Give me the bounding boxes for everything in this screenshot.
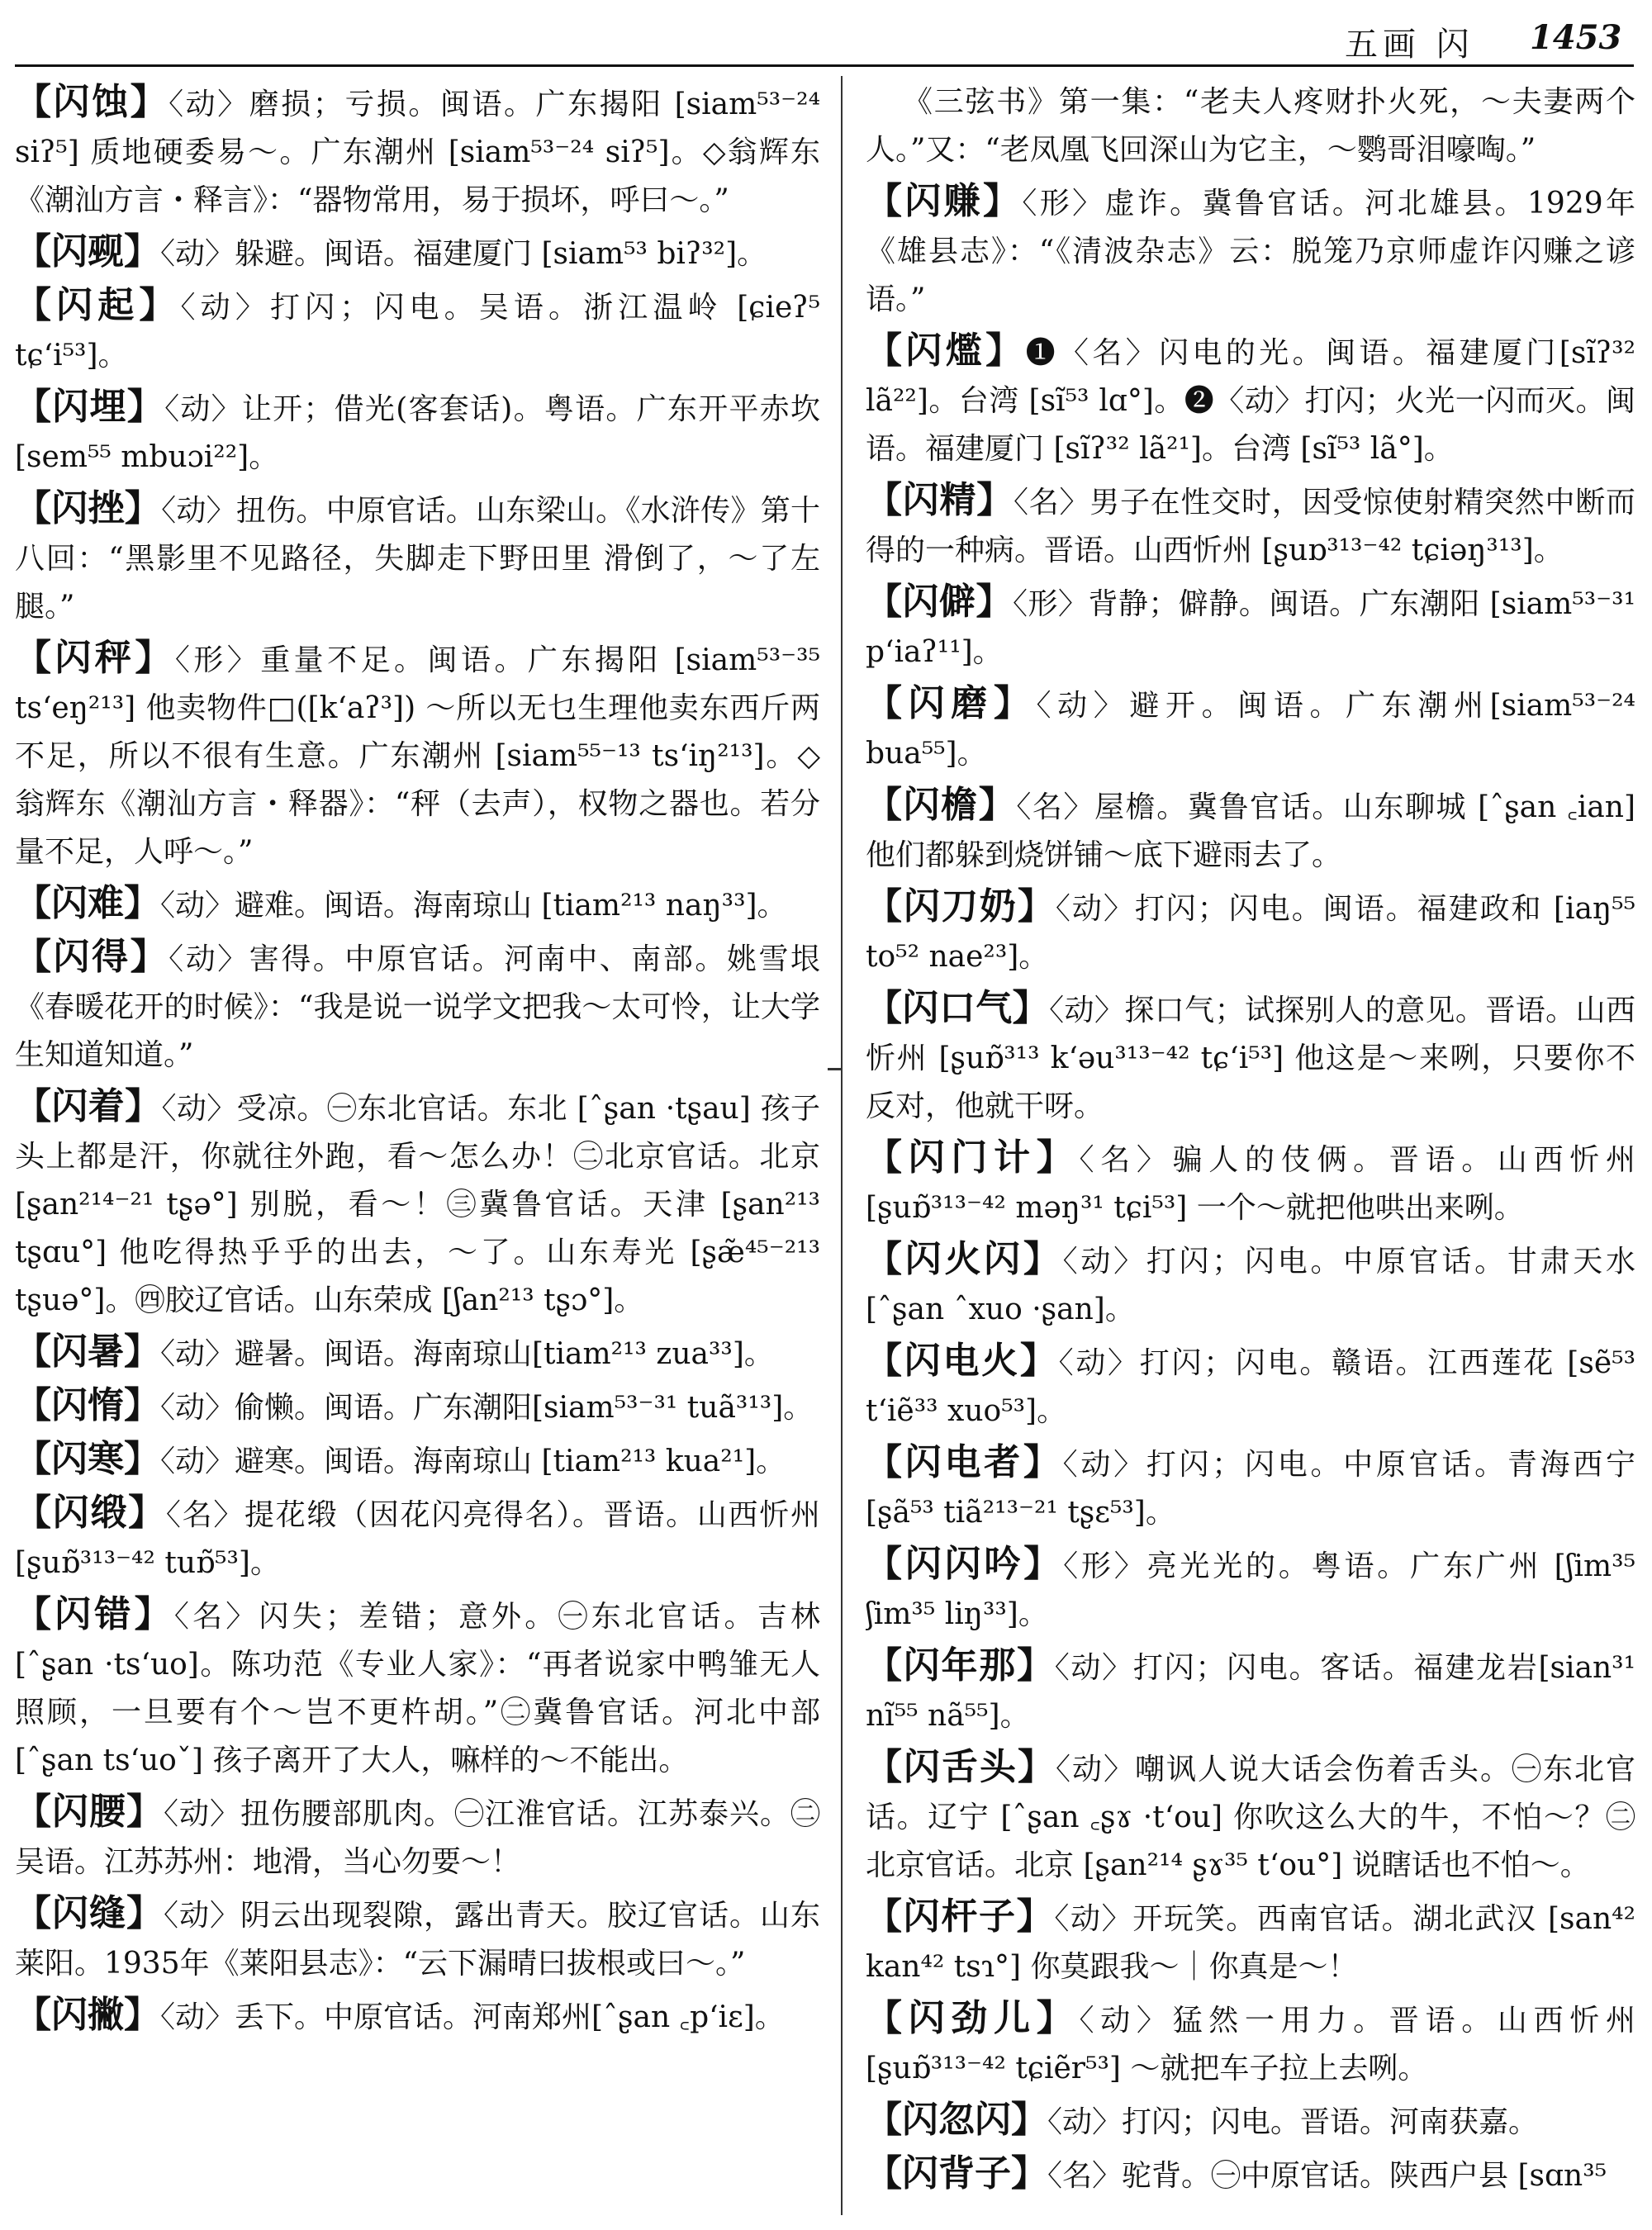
column-divider-tick bbox=[828, 1068, 841, 1070]
entry-headword: 【闪觋】 bbox=[15, 230, 160, 273]
entry-headword: 【闪背子】 bbox=[866, 2152, 1047, 2194]
dictionary-entry bbox=[15, 1991, 820, 2042]
dictionary-entry bbox=[866, 578, 1635, 676]
column-divider bbox=[841, 76, 843, 2215]
entry-definition: 〈动〉害得。中原官话。河南中、南部。姚雪垠《春暖花开的时候》：“我是说一说学文把我～太可怜，让大学生知道知道。” bbox=[15, 942, 820, 1072]
entry-definition: 〈名〉屋檐。冀鲁官话。山东聊城 [ˆʂan ꜀ian] 他们都躲到烧饼铺～底下避雨去了。 bbox=[866, 790, 1635, 872]
dictionary-entry bbox=[866, 1337, 1635, 1435]
dictionary-entry bbox=[15, 282, 820, 380]
entry-definition: 〈名〉驼背。㊀中原官话。陕西户县 [sɑn³⁵ bbox=[1047, 2159, 1607, 2193]
dictionary-entry bbox=[866, 985, 1635, 1131]
entry-definition: ❶〈名〉闪电的光。闽语。福建厦门[sĩʔ³² lã²²]。台湾 [sĩ⁵³ lɑ°]。❷〈动〉打闪；火光一闪而灭。闽语。福建厦门 [sĩʔ³² lã²¹]。台湾 [sĩ⁵³ lã°]。 bbox=[866, 336, 1635, 466]
dictionary-entry bbox=[866, 1439, 1635, 1537]
entry-definition: 〈动〉避开。闽语。广东潮州[siam⁵³⁻²⁴ bua⁵⁵]。 bbox=[866, 689, 1635, 771]
dictionary-entry bbox=[15, 1788, 820, 1886]
entry-headword: 【闪秤】 bbox=[15, 637, 175, 679]
entry-definition: 〈动〉打闪；闪电。中原官话。甘肃天水 [ˆʂan ˆxuo ·ʂan]。 bbox=[866, 1245, 1635, 1326]
entry-headword: 【闪寒】 bbox=[15, 1438, 160, 1480]
entry-headword: 【闪闪吟】 bbox=[866, 1543, 1064, 1585]
entry-headword: 【闪缎】 bbox=[15, 1492, 166, 1534]
dictionary-entry bbox=[15, 1328, 820, 1378]
dictionary-entry bbox=[866, 178, 1635, 324]
entry-headword: 【闪着】 bbox=[15, 1085, 162, 1127]
entry-headword: 【闪忽闪】 bbox=[866, 2099, 1047, 2141]
entry-headword: 【闪缝】 bbox=[15, 1892, 164, 1934]
entry-headword: 【闪埋】 bbox=[15, 386, 165, 428]
entry-definition: 〈动〉打闪；闪电。客话。福建龙岩[sian³¹ nĩ⁵⁵ nã⁵⁵]。 bbox=[866, 1651, 1635, 1733]
entry-headword: 【闪火闪】 bbox=[866, 1238, 1063, 1280]
dictionary-entry bbox=[15, 1890, 820, 1988]
entry-definition: 〈动〉偷懒。闽语。广东潮阳[siam⁵³⁻³¹ tuã³¹³]。 bbox=[160, 1391, 814, 1425]
dictionary-entry bbox=[866, 1893, 1635, 1991]
entry-headword: 【闪蚀】 bbox=[15, 81, 169, 123]
entry-definition: 〈动〉开玩笑。西南官话。湖北武汉 [san⁴² kan⁴² tsɿ°] 你莫跟我～｜你真是～！ bbox=[866, 1902, 1635, 1984]
dictionary-entry bbox=[866, 78, 1635, 174]
entry-definition: 〈动〉打闪；闪电。赣语。江西莲花 [sẽ⁵³ tʻiẽ³³ xuo⁵³]。 bbox=[866, 1346, 1635, 1428]
entry-definition: 〈动〉阴云出现裂隙，露出青天。胶辽官话。山东莱阳。1935年《莱阳县志》：“云下漏晴曰拔根或曰～。” bbox=[15, 1899, 820, 1981]
entry-definition: 〈动〉丢下。中原官话。河南郑州[ˆʂan ꜀pʻiɛ]。 bbox=[160, 2000, 785, 2034]
dictionary-entry bbox=[15, 933, 820, 1079]
dictionary-entry bbox=[15, 1435, 820, 1486]
entry-headword: 【闪挫】 bbox=[15, 487, 162, 529]
entry-headword: 【闪赚】 bbox=[866, 180, 1023, 222]
dictionary-entry bbox=[866, 2150, 1635, 2200]
entry-definition: 〈形〉亮光光的。粤语。广东广州 [ʃim³⁵ ʃim³⁵ liŋ³³]。 bbox=[866, 1549, 1635, 1631]
entry-definition: 〈动〉让开；借光(客套话)。粤语。广东开平赤坎 [sem⁵⁵ mbuɔi²²]。 bbox=[15, 392, 820, 474]
dictionary-entry bbox=[866, 477, 1635, 575]
dictionary-entry bbox=[866, 327, 1635, 473]
header-rule bbox=[15, 64, 1634, 67]
entry-definition: 〈动〉扭伤腰部肌肉。㊀江淮官话。江苏泰兴。㊁吴语。江苏苏州：地滑，当心勿要～！ bbox=[15, 1797, 820, 1879]
entry-headword: 【闪劲儿】 bbox=[866, 1997, 1080, 2039]
entry-definition: 〈动〉打闪；闪电。吴语。浙江温岭 [ɕieʔ⁵ tɕʻi⁵³]。 bbox=[15, 291, 820, 372]
dictionary-entry bbox=[15, 1591, 820, 1785]
entry-definition: 〈名〉提花缎（因花闪亮得名）。晋语。山西忻州 [ʂuɒ̃³¹³⁻⁴² tuɒ̃⁵³]。 bbox=[15, 1498, 820, 1580]
running-head: 五画 闪 bbox=[1345, 26, 1474, 64]
entry-headword: 【闪电火】 bbox=[866, 1340, 1059, 1382]
entry-definition: 〈动〉避寒。闽语。海南琼山 [tiam²¹³ kua²¹]。 bbox=[160, 1445, 786, 1478]
dictionary-entry bbox=[15, 880, 820, 930]
entry-definition: 〈动〉打闪；闪电。闽语。福建政和 [iaŋ⁵⁵ to⁵² nae²³]。 bbox=[866, 892, 1635, 974]
left-column bbox=[15, 78, 820, 2045]
dictionary-entry bbox=[15, 1489, 820, 1587]
entry-definition: 〈动〉打闪；闪电。中原官话。青海西宁 [ʂã⁵³ tiã²¹³⁻²¹ tʂɛ⁵³]。 bbox=[866, 1448, 1635, 1530]
entry-headword: 【闪难】 bbox=[15, 882, 160, 924]
entry-definition: 〈动〉猛然一用力。晋语。山西忻州 [ʂuɒ̃³¹³⁻⁴² tɕiẽr⁵³] ～就把车子拉上去咧。 bbox=[866, 2004, 1635, 2085]
entry-definition: 《三弦书》第一集：“老夫人疼财扑火死，～夫妻两个人。”又：“老凤凰飞回深山为它主，～鹦哥泪嚎啕。” bbox=[866, 85, 1635, 167]
entry-headword: 【闪错】 bbox=[15, 1593, 174, 1635]
dictionary-entry bbox=[866, 1540, 1635, 1639]
entry-headword: 【闪惰】 bbox=[15, 1384, 160, 1426]
dictionary-entry bbox=[15, 383, 820, 482]
entry-definition: 〈名〉闪失；差错；意外。㊀东北官话。吉林 [ˆʂan ·tsʻuo]。陈功范《专业人家》：“再者说家中鸭雏无人照顾，一旦要有个～岂不更杵胡。”㊁冀鲁官话。河北中部 [ˆʂan tsʻuoˇ] 孩子离开了大人，嘛样的～不能出。 bbox=[15, 1600, 820, 1777]
dictionary-entry bbox=[866, 2096, 1635, 2147]
dictionary-entry bbox=[15, 78, 820, 225]
entry-headword: 【闪精】 bbox=[866, 479, 1014, 521]
dictionary-entry bbox=[866, 1236, 1635, 1334]
dictionary-entry bbox=[866, 1744, 1635, 1890]
page-header bbox=[0, 0, 1652, 66]
entry-headword: 【闪年那】 bbox=[866, 1644, 1055, 1687]
entry-headword: 【闪门计】 bbox=[866, 1136, 1080, 1179]
dictionary-entry bbox=[15, 1382, 820, 1432]
right-column bbox=[866, 78, 1635, 2204]
dictionary-entry bbox=[866, 680, 1635, 778]
dictionary-entry bbox=[866, 883, 1635, 981]
entry-definition: 〈动〉受凉。㊀东北官话。东北 [ˆʂan ·tʂau] 孩子头上都是汗，你就往外跑，看～怎么办！㊁北京官话。北京 [ʂan²¹⁴⁻²¹ tʂə°] 别脱，看～！㊂冀鲁官话。天津 [ʂan²¹³ tʂɑu°] 他吃得热乎乎的出去，～了。山东寿光 [ʂæ̃⁴⁵⁻²¹³ tʂuə°]。㊃胶辽官话。山东荣成 [ʃan²¹³ tʂɔ°]。 bbox=[15, 1092, 820, 1317]
entry-headword: 【闪腰】 bbox=[15, 1791, 164, 1833]
entry-definition: 〈形〉背静；僻静。闽语。广东潮阳 [siam⁵³⁻³¹ pʻiaʔ¹¹]。 bbox=[866, 587, 1635, 669]
page-number: 1453 bbox=[1530, 18, 1622, 57]
entry-headword: 【闪得】 bbox=[15, 936, 169, 978]
entry-headword: 【闪撇】 bbox=[15, 1994, 160, 2036]
entry-headword: 【闪僻】 bbox=[866, 581, 1013, 623]
entry-headword: 【闪舌头】 bbox=[866, 1746, 1056, 1788]
entry-definition: 〈形〉重量不足。闽语。广东揭阳 [siam⁵³⁻³⁵ tsʻeŋ²¹³] 他卖物件□([kʻaʔ³]) ～所以无乜生理他卖东西斤两不足，所以不很有生意。广东潮州 [siam⁵⁵⁻¹³ tsʻiŋ²¹³]。◇翁辉东《潮汕方言・释器》：“秤（去声），权物之器也。若分量不足，人呼～。” bbox=[15, 643, 820, 869]
dictionary-entry bbox=[866, 781, 1635, 880]
entry-headword: 【闪口气】 bbox=[866, 987, 1050, 1029]
dictionary-entry bbox=[15, 228, 820, 278]
entry-definition: 〈形〉虚诈。冀鲁官话。河北雄县。1929年《雄县志》：“《清波杂志》云：脱笼乃京师虚诈闪赚之谚语。” bbox=[866, 187, 1635, 316]
entry-headword: 【闪磨】 bbox=[866, 682, 1037, 724]
entry-definition: 〈动〉避难。闽语。海南琼山 [tiam²¹³ naŋ³³]。 bbox=[160, 889, 787, 923]
dictionary-entry bbox=[15, 485, 820, 631]
dictionary-entry bbox=[15, 1083, 820, 1325]
dictionary-entry bbox=[866, 1642, 1635, 1740]
entry-headword: 【闪电者】 bbox=[866, 1441, 1063, 1483]
entry-headword: 【闪暑】 bbox=[15, 1331, 160, 1373]
dictionary-entry bbox=[15, 634, 820, 876]
entry-definition: 〈名〉骗人的伎俩。晋语。山西忻州 [ʂuɒ̃³¹³⁻⁴² məŋ³¹ tɕi⁵³] 一个～就把他哄出来咧。 bbox=[866, 1143, 1635, 1225]
entry-definition: 〈动〉磨损；亏损。闽语。广东揭阳 [siam⁵³⁻²⁴ siʔ⁵] 质地硬委易～。广东潮州 [siam⁵³⁻²⁴ siʔ⁵]。◇翁辉东《潮汕方言・释言》：“器物常用，易于损坏，呼曰～。” bbox=[15, 88, 820, 217]
entry-definition: 〈动〉躲避。闽语。福建厦门 [siam⁵³ biʔ³²]。 bbox=[160, 237, 767, 271]
entry-headword: 【闪刀奶】 bbox=[866, 885, 1056, 928]
entry-headword: 【闪爁】 bbox=[866, 330, 1026, 372]
entry-definition: 〈动〉扭伤。中原官话。山东梁山。《水浒传》第十八回：“黑影里不见路径，失脚走下野田里 滑倒了，～了左腿。” bbox=[15, 494, 820, 624]
entry-headword: 【闪杆子】 bbox=[866, 1896, 1055, 1938]
dictionary-entry bbox=[866, 1134, 1635, 1232]
entry-headword: 【闪起】 bbox=[15, 284, 181, 326]
entry-definition: 〈名〉男子在性交时，因受惊使射精突然中断而得的一种病。晋语。山西忻州 [ʂuɒ³¹³⁻⁴² tɕiəŋ³¹³]。 bbox=[866, 486, 1635, 567]
entry-definition: 〈动〉嘲讽人说大话会伤着舌头。㊀东北官话。辽宁 [ˆʂan ꜀ʂɤ ·tʻou] 你吹这么大的牛，不怕～？㊁北京官话。北京 [ʂan²¹⁴ ʂɤ³⁵ tʻou°] 说瞎话也不怕～。 bbox=[866, 1753, 1635, 1882]
entry-definition: 〈动〉打闪；闪电。晋语。河南获嘉。 bbox=[1047, 2105, 1539, 2139]
dictionary-entry bbox=[866, 1995, 1635, 2093]
entry-definition: 〈动〉避暑。闽语。海南琼山[tiam²¹³ zua³³]。 bbox=[160, 1337, 774, 1371]
entry-definition: 〈动〉探口气；试探别人的意见。晋语。山西忻州 [ʂuɒ̃³¹³ kʻəu³¹³⁻⁴² tɕʻi⁵³] 他这是～来咧，只要你不反对，他就干呀。 bbox=[866, 994, 1635, 1123]
entry-headword: 【闪檐】 bbox=[866, 784, 1017, 826]
